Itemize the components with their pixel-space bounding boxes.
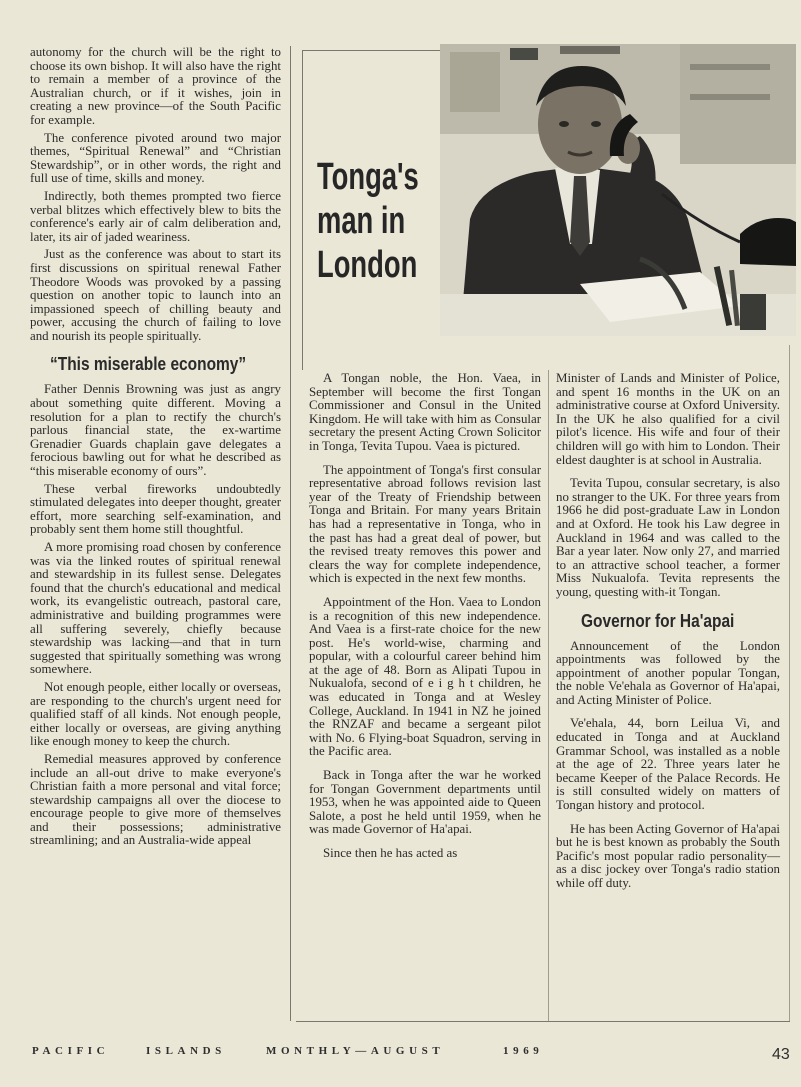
paragraph: A more promising road chosen by conference was via the linked routes of spiritual renewal and stewardship in its fullest sense. Delegates found that the church's educational and medical work, its evangelistic outreach, pastoral care, administrative and building programmes were all suffering severely, chiefly because stewardship was lacking—and that in turn suggested that spiritually something was wrong somewhere. bbox=[30, 540, 281, 677]
paragraph: The conference pivoted around two major themes, “Spiritual Renewal” and “Christian Stewardship”, or in other words, the right and full use of time, skills and money. bbox=[30, 130, 281, 186]
left-column bbox=[30, 46, 281, 852]
headline-line: man in bbox=[317, 200, 406, 242]
headline-line: Tonga's bbox=[317, 156, 419, 198]
subhead-miserable-economy: “This miserable economy” bbox=[50, 354, 247, 375]
paragraph: Announcement of the London appointments was followed by the appointment of another popular Tongan, the noble Ve'ehala as Governor of Ha'apai, and Acting Minister of Police. bbox=[556, 638, 780, 707]
footer-year: 1969 bbox=[503, 1045, 544, 1057]
paragraph: Ve'ehala, 44, born Leilua Vi, and educated in Tonga and at Auckland Grammar School, was installed as a noble at the age of 22. Three years later he became Keeper of the Palace Records. He is still consulted widely on matters of Tongan history and protocol. bbox=[556, 716, 780, 813]
paragraph: A Tongan noble, the Hon. Vaea, in September will become the first Tongan Commissioner and Consul in the United Kingdom. He will take with him as Consular secretary the present Acting Crown Solicitor in Tonga, Tevita Tupou. Vaea is pictured. bbox=[309, 371, 541, 453]
paragraph: Back in Tonga after the war he worked for Tongan Government departments until 1953, when he was appointed aide to Queen Salote, a post he held until 1959, when he was made Governor of Ha'apai. bbox=[309, 768, 541, 837]
paragraph: Remedial measures approved by conference include an all-out drive to make everyone's Christian faith a more personal and vital force; stewardship campaigns all over the diocese to encourage people to give more of themselves and their possessions; administrative streamlining; and an Australia-wide appeal bbox=[30, 751, 281, 848]
paragraph: He has been Acting Governor of Ha'apai but he is best known as probably the South Pacific's most popular radio personality—as a disc jockey over Tonga's radio station while off duty. bbox=[556, 821, 780, 890]
paragraph: Since then he has acted as bbox=[323, 846, 458, 860]
column-rule bbox=[290, 46, 291, 1021]
footer-publication-month: MONTHLY—AUGUST bbox=[266, 1045, 445, 1057]
box-rule-bottom bbox=[296, 1021, 790, 1022]
box-rule-left bbox=[302, 50, 303, 370]
box-rule-top bbox=[303, 50, 443, 51]
page-number: 43 bbox=[772, 1046, 790, 1063]
paragraph: Appointment of the Hon. Vaea to London is a recognition of this new independence. And Vaea is a first-rate choice for the new post. He's world-wise, charming and popular, with a colourful career behind him at the age of 48. Born as Alipati Tupou in Nukualofa, second of e i g h t children, he was educated in Tonga and at Wesley College, Auckland. In 1941 in NZ he joined the RNZAF and became a sergeant pilot with No. 6 Flying-boat Squadron, serving in the Pacific area. bbox=[309, 594, 541, 759]
subhead-governor-for-haapai: Governor for Ha'apai bbox=[581, 610, 735, 631]
paragraph: Just as the conference was about to start its first discussions on spiritual renewal Father Theodore Woods was provoked by a passing question on another topic to launch into an impassioned speech of chilling beauty and power, accusing the church of failing to love and nourish its people spiritually. bbox=[30, 247, 281, 343]
paragraph: These verbal fireworks undoubtedly stimulated delegates into deeper thought, greater effort, more searching self-examination, and probably sent them home still thoughtful. bbox=[30, 481, 281, 537]
paragraph: Minister of Lands and Minister of Police, and spent 16 months in the UK on an administrative course at Oxford University. In the UK he also qualified for a civil pilot's licence. His wife and four of their children will go with him to London. Their eldest daughter is at school in Australia. bbox=[556, 371, 780, 467]
paragraph: Not enough people, either locally or overseas, are responding to the church's urgent need for qualified staff of all kinds. Not enough people, either locally or overseas, are giving anything like enough money to keep the church. bbox=[30, 679, 281, 749]
column-rule bbox=[548, 370, 549, 1022]
paragraph: The appointment of Tonga's first consular representative abroad follows revision last year of the Treaty of Friendship between Tonga and Britain. For many years Britain has had a representative in Tonga, who in the past has had a great deal of power, but the revised treaty removes this power and clears the way for complete independence, which is expected in the next few months. bbox=[309, 462, 541, 586]
paragraph: autonomy for the church will be the right to choose its own bishop. It will also have the right to remain a member of a province of the Australian church, or if it wishes, join in creating a new province—of the South Pacific for example. bbox=[30, 45, 281, 127]
right-column bbox=[556, 372, 780, 895]
headline-line: London bbox=[317, 244, 418, 286]
photo-man-on-telephone bbox=[440, 44, 796, 336]
footer-publication-word: PACIFIC bbox=[32, 1045, 110, 1057]
column-rule bbox=[789, 345, 790, 1021]
headline bbox=[317, 155, 419, 287]
footer-publication-word: ISLANDS bbox=[146, 1045, 226, 1057]
paragraph: Indirectly, both themes prompted two fierce verbal blitzes which effectively blew to bits the conference's early air of calm deliberation and, later, its air of jaded weariness. bbox=[30, 188, 281, 244]
paragraph: Father Dennis Browning was just as angry about something quite different. Moving a resolution for a plan to rectify the church's parlous financial state, the ex-wartime Grenadier Guards chaplain gave delegates a ferocious bawling out for what he described as “this miserable economy of ours”. bbox=[30, 382, 281, 479]
middle-column bbox=[309, 372, 541, 865]
paragraph: Tevita Tupou, consular secretary, is also no stranger to the UK. For three years from 1966 he did post-graduate Law in London and at Oxford. He took his Law degree in Auckland in 1964 and was called to the Bar a year later. Now only 27, and married to an attractive school teacher, a former Miss Nukualofa. Tevita represents the young, questing with-it Tongan. bbox=[556, 476, 780, 599]
